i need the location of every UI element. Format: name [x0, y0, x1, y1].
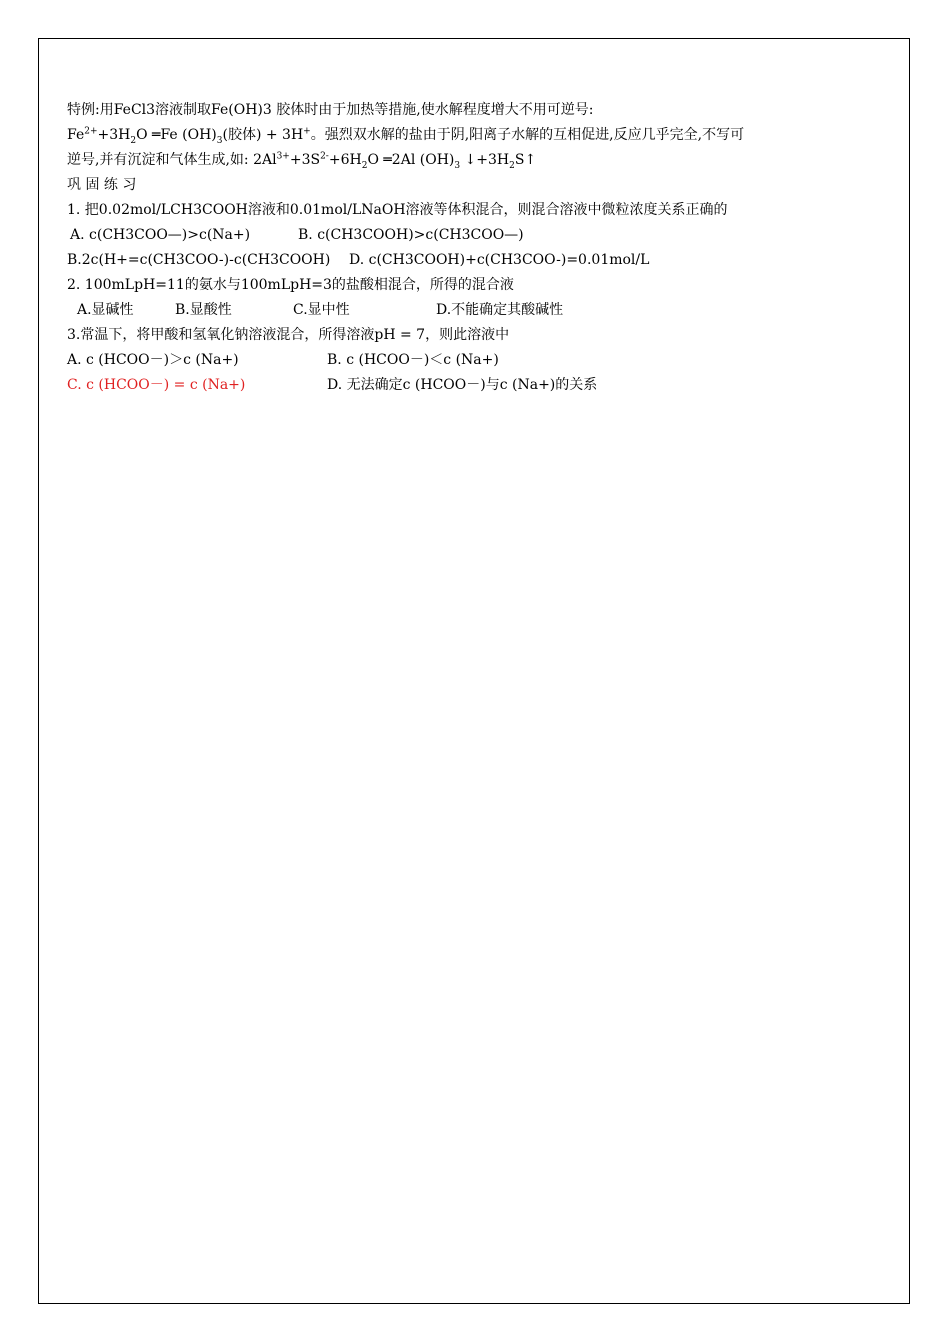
question-1-options-row-2 [67, 248, 867, 273]
q3-option-b: B. c (HCOO－)＜c (Na+) [327, 352, 499, 368]
intro-equation-1: $Fe^{2+}+3H_2O$ ═Fe $(OH)_3$(胶体) + 3H+。强烈双水解的盐由于阴,阳离子水解的互相促进,反应几乎完全,不写可 [67, 126, 745, 146]
q3-option-c-answer: C. c (HCOO－) = c (Na+) [67, 377, 246, 393]
q2-option-b: B.显酸性 [175, 302, 232, 318]
q1-option-b: B. c(CH3COOH)>c(CH3COO—) [298, 227, 524, 243]
intro-line-1: 特例:用FeCl3溶液制取Fe(OH)3 胶体时由于加热等措施,使水解程度增大不用可逆号: [67, 102, 594, 118]
q2-option-d: D.不能确定其酸碱性 [436, 302, 564, 318]
q2-option-c: C.显中性 [293, 302, 350, 318]
section-title: 巩 固 练 习 [67, 177, 137, 193]
intro-equation-2: 逆号,并有沉淀和气体生成,如: $2Al^{3+}+3S^{2-}+6H_2O$ ═2Al $(OH)_3$ $↓+3H_2S↑$ [67, 151, 537, 171]
q3-option-d: D. 无法确定c (HCOO－)与c (Na+)的关系 [327, 377, 598, 393]
q1-option-c: B.2c(H+=c(CH3COO-)-c(CH3COOH) [67, 252, 331, 268]
q2-option-a: A.显碱性 [77, 302, 134, 318]
question-3-stem: 3.常温下，将甲酸和氢氧化钠溶液混合，所得溶液pH = 7，则此溶液中 [67, 327, 510, 343]
question-1-stem: 1. 把0.02mol/LCH3COOH溶液和0.01mol/LNaOH溶液等体积混合，则混合溶液中微粒浓度关系正确的 [67, 202, 728, 218]
question-3-options-row-1 [67, 348, 867, 373]
question-2-stem: 2. 100mLpH=11的氨水与100mLpH=3的盐酸相混合，所得的混合液 [67, 277, 514, 293]
question-1-options-row-1 [67, 223, 867, 248]
question-3-options-row-2 [67, 373, 867, 398]
q3-option-a: A. c (HCOO－)＞c (Na+) [67, 352, 239, 368]
document-body [67, 98, 867, 398]
question-2-options [67, 298, 867, 323]
q1-option-a: A. c(CH3COO—)>c(Na+) [70, 227, 251, 243]
q1-option-d: D. c(CH3COOH)+c(CH3COO-)=0.01mol/L [349, 252, 650, 268]
